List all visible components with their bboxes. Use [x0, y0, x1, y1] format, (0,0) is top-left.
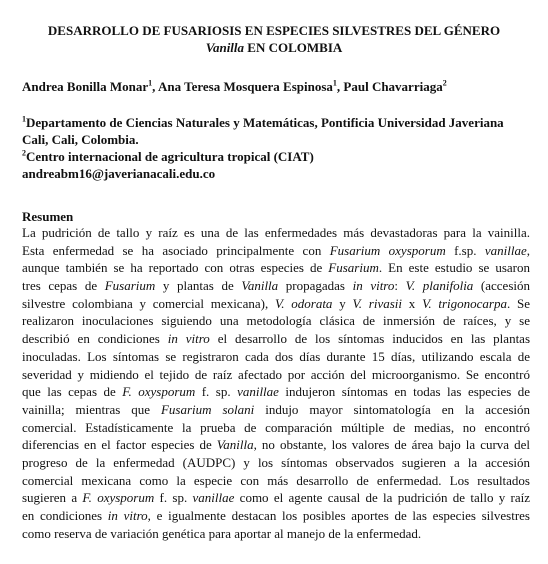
- abstract-line: aunque también se ha reportado con otras especies de Fusarium. En este estudio se usaron: [22, 260, 530, 276]
- abstract-heading: Resumen: [22, 209, 74, 224]
- abstract-line: progreso de la enfermedad (AUDPC) y los síntomas observados sugieren a la accesión: [22, 454, 530, 470]
- abstract-line: Esta enfermedad se ha asociado principalmente con Fusarium oxysporum f.sp. vanillae,: [22, 242, 531, 258]
- contact-email: andreabm16@javerianacali.edu.co: [22, 166, 216, 181]
- abstract-line: La pudrición de tallo y raíz es una de las enfermedades más devastadoras para la vainilla.: [22, 225, 530, 240]
- author-name: Andrea Bonilla Monar: [22, 79, 149, 94]
- abstract-line: en condiciones in vitro, e igualmente destacan los posibles aportes de las especies silvestres: [22, 508, 530, 523]
- title-line-2: Vanilla EN COLOMBIA: [205, 40, 343, 55]
- affiliations: [22, 114, 530, 182]
- abstract-line: vainilla; mientras que Fusarium solani indujo mayor sintomatología en la accesión: [22, 401, 531, 417]
- abstract-line: comercial. Estadísticamente la prueba de comparación múltiple de medias, no encontró: [22, 419, 530, 435]
- author-list: Andrea Bonilla Monar$^1$, Ana Teresa Mosquera Espinosa$^1$, Paul Chavarriaga$^2$: [22, 78, 447, 94]
- author-name: Paul Chavarriaga: [343, 79, 443, 94]
- author-affiliation-mark: 1: [148, 78, 153, 88]
- affiliation-1: $^1$Departamento de Ciencias Naturales y Matemáticas, Pontificia Universidad Javeriana: [22, 114, 504, 130]
- abstract-line: silvestre colombiana y comercial mexicana), V. odorata y V. rivasii x V. trigonocarpa. Se: [22, 295, 531, 311]
- author-affiliation-mark: 1: [332, 78, 337, 88]
- abstract-line: tres cepas de Fusarium y plantas de Vanilla propagadas in vitro: V. planifolia (accesión: [22, 278, 530, 294]
- abstract-line: describió en condiciones in vitro el desarrollo de los síntomas inducidos en las plantas: [22, 331, 531, 347]
- abstract-line: severidad y midiendo el tejido de raíz afectado por acción del microorganismo. Se encontró: [22, 366, 530, 382]
- affiliation-1-cont: Cali, Cali, Colombia.: [22, 132, 139, 147]
- abstract-line: como reserva de variación genética para aportar al manejo de la enfermedad.: [22, 525, 422, 541]
- abstract-line: inoculadas. Los síntomas se registraron cada dos días durante 15 días, utilizando escala de: [22, 348, 530, 364]
- author-affiliation-mark: 2: [442, 78, 447, 88]
- abstract-line: comercial mexicana como la especie con más desarrollo de enfermedad. Los resultados: [22, 472, 530, 488]
- abstract-body: [22, 224, 530, 542]
- abstract-line: realizaron inoculaciones siguiendo una metodología clásica de inmersión de raíces, y se: [22, 313, 530, 329]
- abstract-line: sugieren a F. oxysporum f. sp. vanillae como el agente causal de la pudrición de tallo y raíz: [22, 490, 531, 506]
- abstract-line: diferencias en el factor especies de Vanilla, no obstante, los valores de área bajo la curva del: [22, 437, 530, 453]
- affiliation-2: $^2$Centro internacional de agricultura tropical (CIAT): [22, 148, 314, 164]
- title-line-1: DESARROLLO DE FUSARIOSIS EN ESPECIES SILVESTRES DEL GÉNERO: [47, 23, 501, 38]
- abstract-line: que las cepas de F. oxysporum f. sp. vanillae indujeron síntomas en todas las especies de: [22, 384, 531, 400]
- author-name: Ana Teresa Mosquera Espinosa: [157, 79, 333, 94]
- paper-title: [0, 22, 548, 56]
